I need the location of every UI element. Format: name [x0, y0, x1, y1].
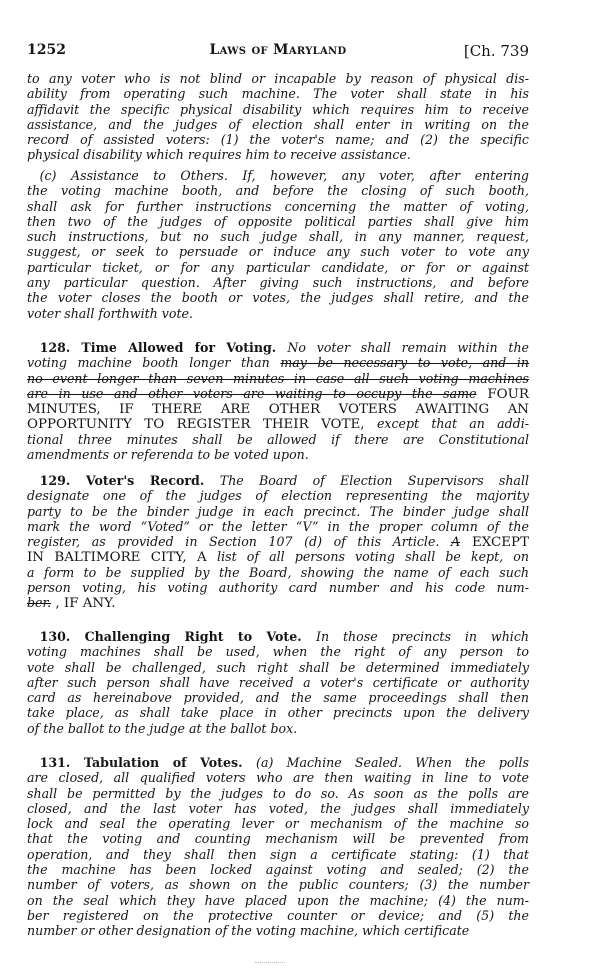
text-line — [27, 488, 529, 503]
text-line — [27, 447, 529, 462]
text-line — [27, 132, 529, 147]
body-text: the voter closes the booth or votes, the judges shall retire, and the — [27, 290, 529, 306]
struck-text: no event longer than seven minutes in case all such voting machines — [27, 370, 529, 386]
body-text: particular ticket, or for any particular candidate, or for or against — [27, 259, 529, 275]
body-text: number or other designation of the voting machine, which certificate — [27, 923, 470, 939]
text-line — [27, 690, 529, 705]
body-text: assistance, and the judges of election shall enter in writing on the — [27, 116, 529, 132]
text-line — [27, 580, 529, 595]
body-text: affidavit the specific physical disability which requires him to receive — [27, 101, 529, 117]
running-title: Laws of Maryland — [209, 42, 347, 58]
body-text: suggest, or seek to persuade or induce any such voter to vote any — [27, 244, 529, 260]
text-line — [27, 534, 529, 549]
struck-text: ber. — [27, 595, 52, 611]
section-130-challenging-right — [27, 629, 529, 736]
section-129-voters-record — [27, 473, 529, 611]
paragraph-disability-affidavit — [27, 71, 529, 163]
body-text: shall ask for further instructions concerning the matter of voting, — [27, 198, 529, 214]
body-text: number of voters, as shown on the public counters; (3) the number — [27, 877, 529, 893]
body-text: In those precincts in which — [315, 629, 529, 644]
body-text: are closed, all qualified voters who are then waiting in line to vote — [27, 770, 529, 786]
body-text: the voting machine booth, and before the closing of such booth, — [27, 183, 529, 199]
text-line — [27, 644, 529, 659]
text-line — [27, 923, 529, 938]
text-line — [27, 847, 529, 862]
text-line — [27, 102, 529, 117]
text-line — [27, 705, 529, 720]
text-line — [27, 71, 529, 86]
body-text: except that an addi- — [376, 416, 529, 432]
text-line — [27, 660, 529, 675]
body-text: take place, as shall take place in other precincts upon the delivery — [27, 705, 529, 721]
body-text: to any voter who is not blind or incapable by reason of physical dis- — [27, 71, 529, 86]
body-text: card as hereinabove provided, and the same proceedings shall then — [27, 690, 529, 706]
body-text: The Board of Election Supervisors shall — [219, 473, 529, 488]
inserted-text: FOUR — [476, 386, 529, 402]
body-text: ber registered on the protective counter or device; and (5) the — [27, 907, 529, 923]
body-text: designate one of the judges of election representing the majority — [27, 488, 529, 504]
section-128-time-allowed — [27, 340, 529, 462]
text-line — [27, 260, 529, 275]
section-131-tabulation — [27, 755, 529, 939]
text-line — [27, 721, 529, 736]
inserted-text: MINUTES, IF THERE ARE OTHER VOTERS AWAITING AN — [27, 402, 529, 418]
section-heading: 130. Challenging Right to Vote. — [27, 629, 316, 644]
text-line — [27, 432, 529, 447]
text-line — [27, 549, 529, 564]
text-line — [27, 755, 529, 770]
text-line — [27, 229, 529, 244]
section-heading: 128. Time Allowed for Voting. — [27, 340, 288, 355]
text-line — [27, 214, 529, 229]
text-line — [27, 401, 529, 416]
text-line — [27, 473, 529, 488]
body-text: vote shall be challenged, such right shall be determined immediately — [27, 659, 529, 675]
body-text: any particular question. After giving such instructions, and before — [27, 275, 529, 291]
body-text: voter shall forthwith vote. — [27, 305, 194, 321]
page-header — [27, 42, 529, 62]
paragraph-assistance-to-others — [27, 168, 529, 321]
inserted-text: OPPORTUNITY TO REGISTER THEIR VOTE, — [27, 417, 377, 433]
text-line — [27, 117, 529, 132]
body-text: person voting, his voting authority card number and his code num- — [27, 580, 529, 596]
body-text: ability from operating such machine. The voter shall state in his — [27, 86, 529, 102]
body-text: record of assisted voters: (1) the voter's name; and (2) the specific — [27, 132, 529, 148]
body-text: on the seal which they have placed upon the machine; (4) the num- — [27, 892, 529, 908]
inserted-text: IN BALTIMORE CITY, A — [27, 550, 218, 566]
body-text: No voter shall remain within the — [287, 340, 530, 355]
text-line — [27, 786, 529, 801]
text-line — [27, 306, 529, 321]
page-number: 1252 — [27, 42, 66, 58]
text-line — [27, 519, 529, 534]
text-line — [27, 275, 529, 290]
inserted-text: , IF ANY. — [51, 596, 116, 612]
text-line — [27, 371, 529, 386]
body-text: voting machines shall be used, when the right of any person to — [27, 644, 529, 660]
body-text: tional three minutes shall be allowed if there are Constitutional — [27, 431, 529, 447]
body-text: of the ballot to the judge at the ballot box. — [27, 720, 298, 736]
body-text: voting machine booth longer than — [27, 355, 281, 371]
text-line — [27, 893, 529, 908]
body-text: (c) Assistance to Others. If, however, any voter, after entering — [27, 168, 529, 183]
scan-artifact-divider — [255, 962, 285, 965]
struck-text: may be necessary to vote, and in — [280, 355, 530, 371]
body-text: mark the word “Voted” or the letter “V” in the proper column of the — [27, 518, 529, 534]
body-text: register, as provided in Section 107 (d) of this Article. — [27, 534, 452, 550]
text-line — [27, 877, 529, 892]
text-line — [27, 595, 529, 610]
text-line — [27, 629, 529, 644]
body-text: a form to be supplied by the Board, showing the name of each such — [27, 564, 529, 580]
text-line — [27, 908, 529, 923]
text-line — [27, 675, 529, 690]
body-text: amendments or referenda to be voted upon. — [27, 447, 309, 463]
struck-text: are in use and other voters are waiting to occupy the same — [27, 385, 477, 401]
text-line — [27, 86, 529, 101]
section-heading: 131. Tabulation of Votes. — [27, 755, 257, 770]
text-line — [27, 386, 529, 401]
text-line — [27, 290, 529, 305]
body-text: then two of the judges of opposite political parties shall give him — [27, 213, 529, 229]
chapter-label: [Ch. 739 — [463, 42, 529, 60]
text-line — [27, 183, 529, 198]
text-line — [27, 244, 529, 259]
text-line — [27, 831, 529, 846]
text-line — [27, 416, 529, 431]
body-text: list of all persons voting shall be kept, on — [217, 549, 529, 565]
body-text: shall be permitted by the judges to do so. As soon as the polls are — [27, 785, 529, 801]
text-line — [27, 147, 529, 162]
text-line — [27, 340, 529, 355]
text-line — [27, 355, 529, 370]
text-line — [27, 199, 529, 214]
text-line — [27, 168, 529, 183]
text-line — [27, 565, 529, 580]
text-line — [27, 770, 529, 785]
body-text: after such person shall have received a voter's certificate or authority — [27, 674, 529, 690]
body-text: that the voting and counting mechanism will be prevented from — [27, 831, 529, 847]
body-text: closed, and the last voter has voted, the judges shall immediately — [27, 800, 529, 816]
text-line — [27, 504, 529, 519]
struck-text: A — [451, 534, 461, 550]
text-line — [27, 816, 529, 831]
inserted-text: EXCEPT — [460, 535, 529, 551]
body-text: such instructions, but no such judge shall, in any manner, request, — [27, 229, 529, 245]
body-text: (a) Machine Sealed. When the polls — [256, 755, 529, 770]
text-line — [27, 801, 529, 816]
body-text: party to be the binder judge in each precinct. The binder judge shall — [27, 503, 529, 519]
body-text: lock and seal the operating lever or mechanism of the machine so — [27, 816, 529, 832]
text-line — [27, 862, 529, 877]
body-text: the machine has been locked against voting and sealed; (2) the — [27, 862, 529, 878]
section-heading: 129. Voter's Record. — [27, 473, 220, 488]
body-text: operation, and they shall then sign a certificate stating: (1) that — [27, 846, 529, 862]
body-text: physical disability which requires him to receive assistance. — [27, 147, 411, 163]
